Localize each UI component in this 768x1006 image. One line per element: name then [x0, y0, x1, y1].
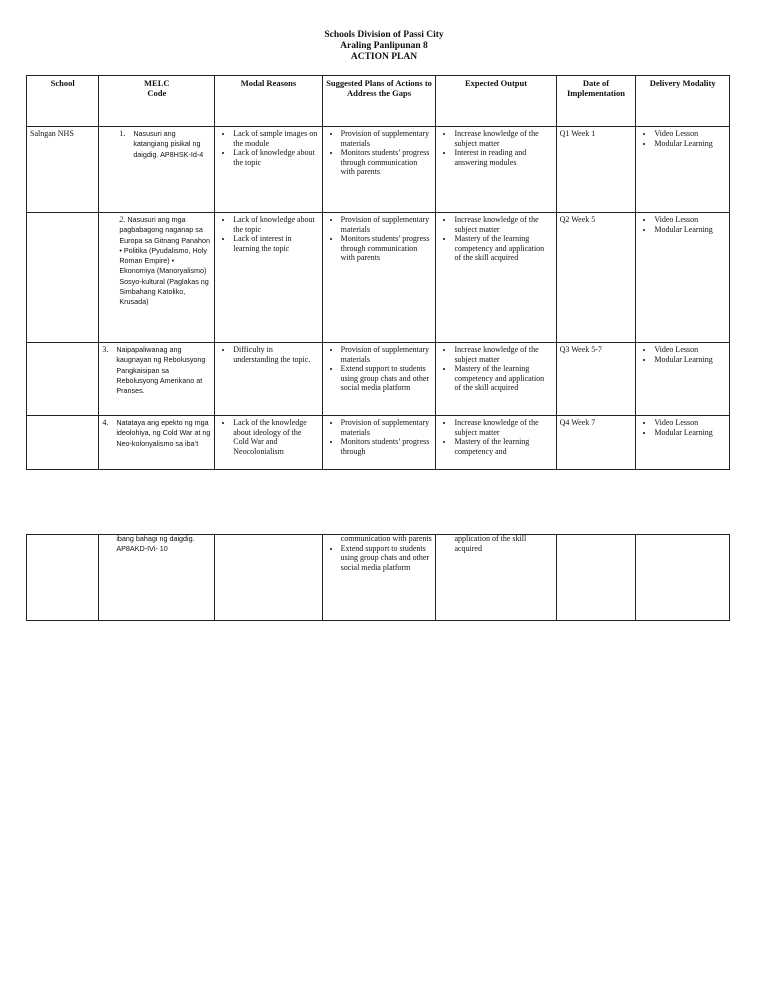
list-item: • Difficulty in understanding the topic. — [233, 345, 318, 364]
list-item: • Modular Learning — [654, 225, 726, 235]
expected-output-cell — [436, 416, 556, 470]
melc-number: 2. — [119, 215, 126, 224]
modal-reasons-cell — [215, 343, 322, 416]
list-item: • Provision of supplementary materials — [341, 345, 433, 364]
list-item: • Extend support to students using group chats and other social media platform — [341, 544, 433, 573]
list-item: • Lack of sample images on the module — [233, 129, 318, 148]
delivery-cell — [636, 535, 730, 621]
document-title-block — [0, 30, 768, 63]
list-item: • Monitors students’ progress through communication with parents — [341, 234, 433, 263]
header-modal-reasons: Modal Reasons — [215, 76, 322, 127]
school-cell — [27, 416, 99, 470]
expected-output-cell — [436, 213, 556, 343]
table-row — [27, 127, 730, 213]
modal-reasons-cell — [215, 535, 322, 621]
delivery-cell — [636, 416, 730, 470]
table-row — [27, 535, 730, 621]
melc-cell — [99, 416, 215, 470]
list-item: • Modular Learning — [654, 355, 726, 365]
list-item: • Mastery of the learning competency and — [454, 437, 552, 456]
delivery-cell — [636, 213, 730, 343]
delivery-cell — [636, 127, 730, 213]
table-row — [27, 343, 730, 416]
delivery-cell — [636, 343, 730, 416]
list-item: • Lack of interest in learning the topic — [233, 234, 318, 253]
list-item: • Video Lesson — [654, 215, 726, 225]
action-plan-table — [26, 75, 730, 470]
list-item: • Video Lesson — [654, 345, 726, 355]
suggested-plans-cell — [322, 213, 436, 343]
expected-output-cell — [436, 535, 556, 621]
list-item: • Lack of knowledge about the topic — [233, 215, 318, 234]
modal-reasons-cell — [215, 416, 322, 470]
school-cell — [27, 343, 99, 416]
suggested-plans-cell — [322, 127, 436, 213]
list-item: • Lack of knowledge about the topic — [233, 148, 318, 167]
list-item: • Mastery of the learning competency and application of the skill acquired — [454, 364, 552, 393]
melc-number: 3. — [102, 345, 109, 354]
date-cell: Q3 Week 5-7 — [556, 343, 636, 416]
melc-text: Natataya ang epekto ng mga ideolohiya, ng Cold War at ng Neo-kolonyalismo sa iba’t — [116, 418, 211, 448]
list-item: • Monitors students’ progress through communication with parents — [341, 148, 433, 177]
document-title: ACTION PLAN — [350, 52, 418, 62]
list-item: • Monitors students’ progress through — [341, 437, 433, 456]
header-suggested-plans: Suggested Plans of Actions to Address the Gaps — [322, 76, 436, 127]
list-item: • Provision of supplementary materials — [341, 418, 433, 437]
header-melc: MELC Code — [99, 76, 215, 127]
list-item: • Video Lesson — [654, 129, 726, 139]
school-cell: Salngan NHS — [27, 127, 99, 213]
outputs-continuation-text: application of the skill acquired — [454, 534, 527, 553]
header-date: Date of Implementation — [556, 76, 636, 127]
list-item: • Increase knowledge of the subject matter — [454, 129, 552, 148]
modal-reasons-cell — [215, 127, 322, 213]
melc-text: Nasusuri ang katangiang pisikal ng daigdig. AP8HSK-Id-4 — [133, 129, 204, 159]
melc-cell — [99, 213, 215, 343]
header-school: School — [27, 76, 99, 127]
list-item: • Increase knowledge of the subject matter — [454, 418, 552, 437]
melc-text: Nasusuri ang mga pagbabagong naganap sa Europa sa Gitnang Panahon • Politika (Pyudalismo, Holy Roman Empire) • Ekonomiya (Manoryalismo) Sosyo-kultural (Paglakas ng Simbahang Katoliko, Krusada) — [119, 215, 211, 307]
action-plan-table-continuation — [26, 534, 730, 621]
suggested-plans-cell — [322, 535, 436, 621]
melc-cell — [99, 535, 215, 621]
melc-text: ibang bahagi ng daigdig. AP8AKD-IVi- 10 — [116, 534, 195, 554]
list-item: • Modular Learning — [654, 139, 726, 149]
expected-output-cell — [436, 127, 556, 213]
melc-number: 4. — [102, 418, 109, 427]
list-item: • Lack of the knowledge about ideology of the Cold War and Neocolonialism — [233, 418, 318, 456]
date-cell: Q1 Week 1 — [556, 127, 636, 213]
date-cell: Q4 Week 7 — [556, 416, 636, 470]
melc-cell — [99, 343, 215, 416]
list-item: • Increase knowledge of the subject matter — [454, 345, 552, 364]
melc-number: 1. — [119, 129, 126, 138]
list-item: • Provision of supplementary materials — [341, 129, 433, 148]
melc-text: Naipapaliwanag ang kaugnayan ng Rebolusyong Pangkaisipan sa Rebolusyong Amerikano at Pranses. — [116, 345, 206, 396]
table-row — [27, 213, 730, 343]
school-cell — [27, 213, 99, 343]
list-item: • Mastery of the learning competency and application of the skill acquired — [454, 234, 552, 263]
suggested-plans-cell — [322, 416, 436, 470]
school-cell — [27, 535, 99, 621]
expected-output-cell — [436, 343, 556, 416]
date-cell — [556, 535, 636, 621]
date-cell: Q2 Week 5 — [556, 213, 636, 343]
list-item: • Video Lesson — [654, 418, 726, 428]
header-delivery-modality: Delivery Modality — [636, 76, 730, 127]
division-name: Schools Division of Passi City — [324, 30, 444, 40]
header-expected-output: Expected Output — [436, 76, 556, 127]
melc-cell — [99, 127, 215, 213]
list-item: • Provision of supplementary materials — [341, 215, 433, 234]
subject-name: Araling Panlipunan 8 — [340, 41, 428, 51]
plans-continuation-text: communication with parents — [340, 534, 432, 543]
list-item: • Interest in reading and answering modules — [454, 148, 552, 167]
suggested-plans-cell — [322, 343, 436, 416]
list-item: • Increase knowledge of the subject matter — [454, 215, 552, 234]
table-header-row — [27, 76, 730, 127]
list-item: • Modular Learning — [654, 428, 726, 438]
table-row — [27, 416, 730, 470]
modal-reasons-cell — [215, 213, 322, 343]
list-item: • Extend support to students using group chats and other social media platform — [341, 364, 433, 393]
